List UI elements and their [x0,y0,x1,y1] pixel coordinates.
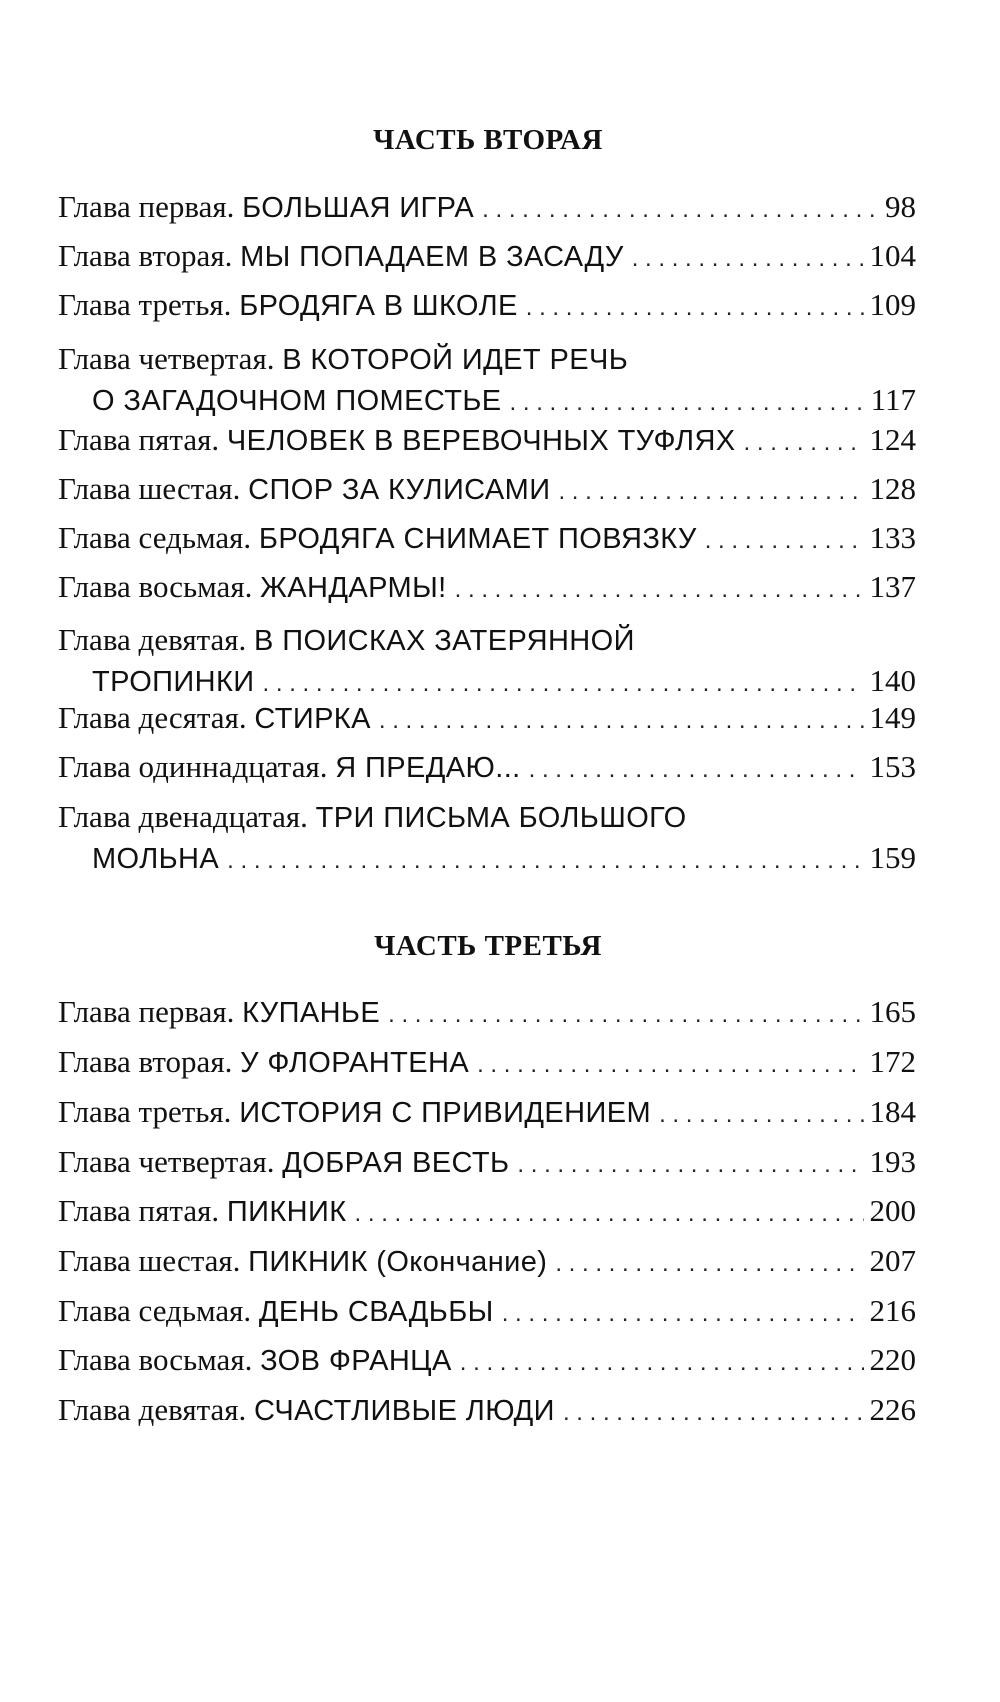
chapter-title: ЖАНДАРМЫ! [260,572,447,604]
chapter-title: ПИКНИК (Окончание) [248,1246,548,1278]
toc-entry [58,1042,916,1085]
chapter-title: КУПАНЬЕ [242,997,381,1029]
toc-entry [58,1092,916,1135]
page-number: 98 [885,189,916,224]
chapter-label: Глава пятая. [58,422,220,457]
chapter-title: СЧАСТЛИВЫЕ ЛЮДИ [254,1395,555,1427]
chapter-title: Я ПРЕДАЮ... [335,752,521,784]
toc-entry [58,469,916,512]
page-number: 109 [869,287,916,322]
dot-leader [477,1045,863,1085]
page-number: 104 [869,238,916,273]
chapter-title: ПИКНИК [226,1196,347,1228]
page-number: 137 [869,569,916,604]
page-number: 207 [869,1243,916,1278]
dot-leader [355,1194,864,1234]
toc-entry [58,1191,916,1234]
page-number: 216 [869,1293,916,1328]
chapter-label: Глава одиннадцатая. [58,749,328,784]
chapter-label: Глава девятая. [58,622,247,657]
dot-leader [517,1145,863,1185]
page-number: 128 [869,471,916,506]
toc-entry [58,1142,916,1185]
dot-leader [705,521,864,561]
dot-leader [744,423,864,463]
chapter-label: Глава четвертая. [58,341,275,376]
dot-leader [558,472,863,512]
dot-leader [455,570,864,610]
dot-leader [563,1393,864,1433]
chapter-title: ЗОВ ФРАНЦА [260,1345,452,1377]
page-number: 220 [869,1342,916,1377]
toc-entry [58,339,916,423]
page-number: 165 [869,994,916,1029]
toc-entry [58,992,916,1035]
chapter-title-continued: МОЛЬНА [92,843,220,875]
chapter-title: ИСТОРИЯ С ПРИВИДЕНИЕМ [239,1097,652,1129]
chapter-label: Глава пятая. [58,1193,220,1228]
part-two-title: ЧАСТЬ ВТОРАЯ [373,124,603,156]
dot-leader [227,841,863,881]
page-number: 153 [869,749,916,784]
chapter-title: ДОБРАЯ ВЕСТЬ [282,1147,510,1179]
dot-leader [526,288,864,328]
toc-entry [58,1241,916,1284]
chapter-label: Глава четвертая. [58,1144,275,1179]
dot-leader [379,701,864,741]
chapter-title-continued: ТРОПИНКИ [92,666,255,698]
chapter-label: Глава восьмая. [58,1342,253,1377]
toc-entry [58,285,916,328]
toc-entry [58,236,916,279]
part-three-title: ЧАСТЬ ТРЕТЬЯ [374,930,602,962]
chapter-title: БОЛЬШАЯ ИГРА [242,192,475,224]
toc-entry [58,1340,916,1383]
chapter-title: ТРИ ПИСЬМА БОЛЬШОГО [315,802,687,834]
chapter-title-continued: О ЗАГАДОЧНОМ ПОМЕСТЬЕ [92,385,502,417]
dot-leader [460,1343,864,1383]
chapter-label: Глава девятая. [58,1392,247,1427]
chapter-label: Глава вторая. [58,238,233,273]
page-number: 159 [869,840,916,875]
chapter-label: Глава шестая. [58,1243,241,1278]
chapter-title: СПОР ЗА КУЛИСАМИ [248,474,551,506]
chapter-title: СТИРКА [254,703,371,735]
toc-entry [58,620,916,704]
chapter-label: Глава седьмая. [58,520,252,555]
page-number: 193 [869,1144,916,1179]
chapter-label: Глава первая. [58,189,235,224]
chapter-title: ЧЕЛОВЕК В ВЕРЕВОЧНЫХ ТУФЛЯХ [226,425,736,457]
chapter-title: ДЕНЬ СВАДЬБЫ [258,1296,494,1328]
chapter-title: МЫ ПОПАДАЕМ В ЗАСАДУ [240,241,624,273]
chapter-title: БРОДЯГА СНИМАЕТ ПОВЯЗКУ [258,523,697,555]
toc-entry [58,797,916,881]
chapter-label: Глава седьмая. [58,1293,252,1328]
page-number: 133 [869,520,916,555]
toc-entry [58,747,916,790]
toc-entry [58,518,916,561]
toc-entry [58,698,916,741]
toc-entry [58,1291,916,1334]
page-number: 184 [869,1094,916,1129]
dot-leader [659,1095,863,1135]
page-number: 172 [869,1044,916,1079]
page-number: 140 [869,663,916,698]
dot-leader [529,750,864,790]
page-number: 117 [870,382,916,417]
chapter-title: В ПОИСКАХ ЗАТЕРЯННОЙ [254,625,635,657]
chapter-title: В КОТОРОЙ ИДЕТ РЕЧЬ [282,344,629,376]
dot-leader [388,995,863,1035]
chapter-label: Глава восьмая. [58,569,253,604]
dot-leader [555,1244,863,1284]
chapter-label: Глава первая. [58,994,235,1029]
toc-entry [58,420,916,463]
toc-entry [58,187,916,230]
page-number: 149 [869,700,916,735]
chapter-label: Глава третья. [58,287,232,322]
chapter-label: Глава шестая. [58,471,241,506]
chapter-label: Глава десятая. [58,700,247,735]
page-number: 226 [869,1392,916,1427]
toc-entry [58,1390,916,1433]
chapter-title: У ФЛОРАНТЕНА [240,1047,470,1079]
dot-leader [632,239,864,279]
chapter-label: Глава двенадцатая. [58,799,308,834]
chapter-title: БРОДЯГА В ШКОЛЕ [239,290,518,322]
page-number: 200 [869,1193,916,1228]
page-number: 124 [869,422,916,457]
toc-entry [58,567,916,610]
dot-leader [502,1294,864,1334]
chapter-label: Глава вторая. [58,1044,233,1079]
chapter-label: Глава третья. [58,1094,232,1129]
dot-leader [482,190,879,230]
dot-leader [510,383,865,423]
